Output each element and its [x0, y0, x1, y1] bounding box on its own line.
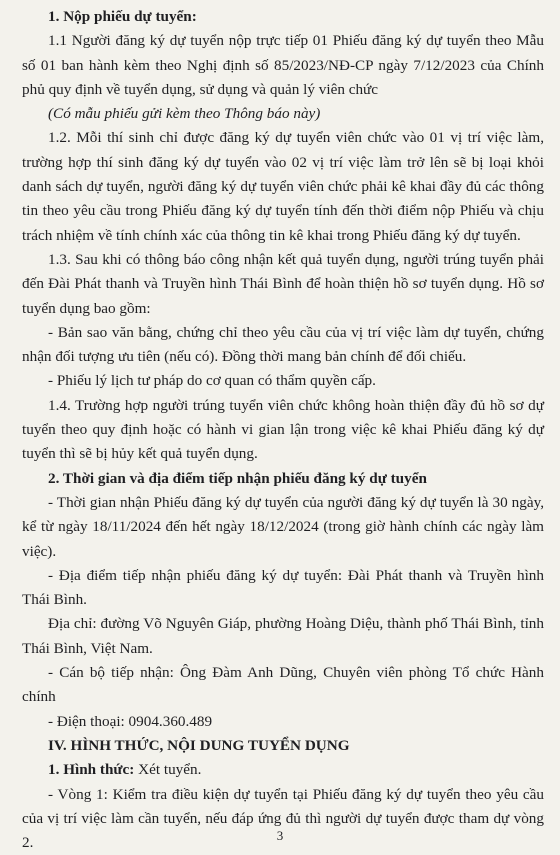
paragraph-1-2: 1.2. Mỗi thí sinh chỉ được đăng ký dự tuyển viên chức vào 01 vị trí việc làm, trường hợp thí sinh đăng ký dự tuyển vào 02 vị trí việc làm trở lên sẽ bị loại khỏi danh sách dự tuyển, người đăng ký dự tuyển viên chức phải kê khai đầy đủ các thông tin theo yêu cầu trong Phiếu đăng ký dự tuyển tính đến thời điểm nộp Phiếu và chịu trách nhiệm về tính chính xác của thông tin kê khai trong Phiếu đăng ký dự tuyển.: [22, 129, 544, 244]
contact-phone: - Điện thoại: 0904.360.489: [48, 712, 213, 730]
form-attached-note: (Có mẫu phiếu gửi kèm theo Thông báo này): [48, 105, 321, 123]
bullet-judicial-record: - Phiếu lý lịch tư pháp do cơ quan có thẩm quyền cấp.: [48, 372, 376, 390]
paragraph-1-3: 1.3. Sau khi có thông báo công nhận kết quả tuyển dụng, người trúng tuyển phải đến Đài Phát thanh và Truyền hình Thái Bình để hoàn thiện hồ sơ tuyển dụng. Hồ sơ tuyển dụng bao gồm:: [22, 250, 544, 317]
page-number: 3: [276, 828, 284, 843]
recruitment-form: [22, 758, 544, 782]
receiving-place: - Địa điểm tiếp nhận phiếu đăng ký dự tuyển: Đài Phát thanh và Truyền hình Thái Bình.: [22, 566, 544, 609]
document-body: [22, 5, 544, 855]
recruitment-form-value: Xét tuyển.: [134, 761, 202, 779]
receiving-time: - Thời gian nhận Phiếu đăng ký dự tuyển của người đăng ký dự tuyển là 30 ngày, kể từ ngày 18/11/2024 đến hết ngày 18/12/2024 (trong giờ hành chính các ngày làm việc).: [22, 493, 544, 560]
receiving-address: Địa chỉ: đường Võ Nguyên Giáp, phường Hoàng Diệu, thành phố Thái Bình, tỉnh Thái Bình, Việt Nam.: [22, 615, 544, 657]
recruitment-form-label: 1. Hình thức:: [48, 761, 135, 779]
paragraph-1-1: 1.1 Người đăng ký dự tuyển nộp trực tiếp 01 Phiếu đăng ký dự tuyển theo Mẫu số 01 ban hành kèm theo Nghị định số 85/2023/NĐ-CP ngày 7/12/2023 của Chính phủ quy định về tuyển dụng, sử dụng và quản lý viên chức: [22, 32, 544, 98]
round-1-description: - Vòng 1: Kiểm tra điều kiện dự tuyển tại Phiếu đăng ký dự tuyển theo yêu cầu của vị trí việc làm cần tuyển, nếu đáp ứng đủ thì người dự tuyển được tham dự vòng 2.: [22, 785, 544, 852]
paragraph-1-4: 1.4. Trường hợp người trúng tuyển viên chức không hoàn thiện đầy đủ hồ sơ dự tuyển theo quy định hoặc có hành vi gian lận trong việc kê khai Phiếu đăng ký dự tuyển thì sẽ bị hủy kết quả tuyển dụng.: [22, 396, 544, 463]
bullet-diploma-copies: - Bản sao văn bằng, chứng chỉ theo yêu cầu của vị trí việc làm dự tuyển, chứng nhận đối tượng ưu tiên (nếu có). Đồng thời mang bản chính để đối chiếu.: [22, 323, 544, 366]
receiving-officer: - Cán bộ tiếp nhận: Ông Đàm Anh Dũng, Chuyên viên phòng Tổ chức Hành chính: [22, 664, 544, 706]
heading-submit-application: 1. Nộp phiếu dự tuyển:: [48, 8, 197, 25]
section-iv-title: IV. HÌNH THỨC, NỘI DUNG TUYỂN DỤNG: [48, 736, 350, 754]
heading-time-and-place: 2. Thời gian và địa điểm tiếp nhận phiếu đăng ký dự tuyển: [48, 469, 427, 487]
